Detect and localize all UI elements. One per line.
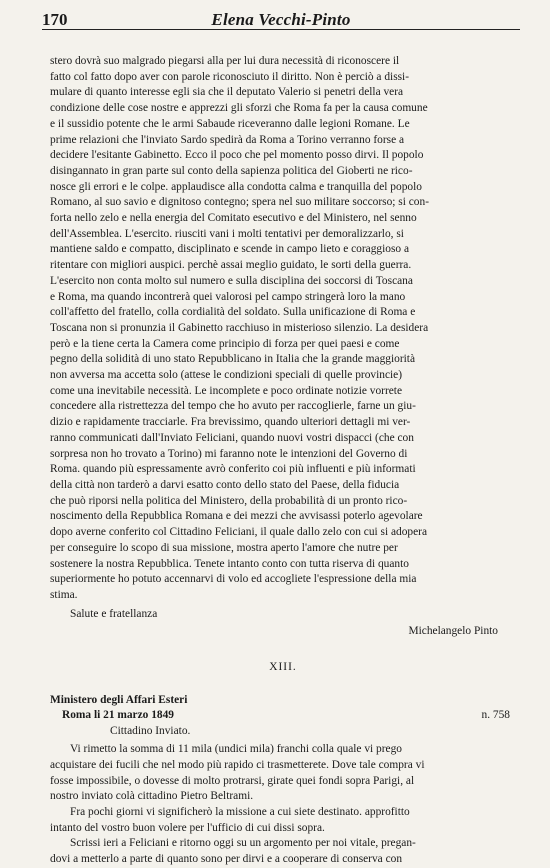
text-line: condizione delle cose nostre e apprezzi gli sforzi che Roma fa per la causa comune — [50, 102, 428, 115]
text-line: nostro inviato colà cittadino Pietro Beltrami. — [50, 790, 254, 803]
text-line: come una inevitabile necessità. Le incomplete e poco ordinate notizie vorrete — [50, 384, 403, 397]
text-line: dovi a metterlo a parte di quanto sono per dirvi e a cooperare di conserva con — [50, 853, 403, 866]
text-line: Romano, al suo savio e dignitoso contegno; spera nel suo militare soccorso; si con- — [50, 196, 429, 209]
text-line: fatto col fatto dopo aver con parole riconosciuto il diritto. Non è perciò a dissi- — [50, 70, 410, 83]
text-line: ranno communicati dall'Inviato Feliciani, quando nuovi vostri dispacci (che con — [50, 431, 414, 444]
text-line: e il sussidio potente che le armi Sabaude riceveranno dalle legioni Romane. Le — [50, 117, 410, 130]
text-line: sostenere la nostra Repubblica. Tenete intanto conto con tutta riserva di quanto — [50, 557, 409, 570]
document-body — [50, 54, 516, 868]
text-line: forta nello zelo e nella energia del Comitato esecutivo e del Ministero, nel senno — [50, 212, 417, 225]
text-line: intanto del vostro buon volere per l'ufficio di cui dissi sopra. — [50, 821, 325, 834]
letter-date: Roma li 21 marzo 1849 — [62, 709, 174, 722]
text-line: per conseguire lo scopo di sua missione, mostra aperto l'amore che nutre per — [50, 541, 398, 554]
text-line: mantiene saldo e compatto, disciplinato e scende in campo lieto e coraggioso a — [50, 243, 410, 256]
text-line: nosce gli errori e le colpe. applaudisce alla condotta calma e tranquilla del popolo — [50, 180, 422, 193]
ministry-heading: Ministero degli Affari Esteri — [50, 693, 188, 706]
text-line: mulare di quanto interesse egli sia che il deputato Valerio si penetri della vera — [50, 86, 404, 99]
text-line: fosse impossibile, o dovesse di molto protrarsi, girate quei fondi sopra Parigi, al — [50, 774, 415, 787]
running-title: Elena Vecchi-Pinto — [211, 10, 351, 29]
text-line: L'esercito non conta molto sul numero e sulla disciplina dei soccorsi di Toscana — [50, 274, 413, 287]
salutation: Cittadino Inviato. — [110, 725, 191, 738]
date-line — [50, 708, 516, 724]
section-number: XIII. — [269, 661, 297, 674]
text-line: sorpresa non ho trovato a Torino) mi faranno note le intenzioni del Governo di — [50, 447, 408, 460]
paragraph-letter — [50, 742, 516, 868]
text-line: pegno della solidità di uno stato Repubblicano in Italia che la grande maggiorità — [50, 353, 416, 366]
text-line: coll'affetto del fratello, colla cordialità del soldato. Sulla unificazione di Roma e — [50, 306, 416, 319]
text-line: Toscana non si pronunzia il Gabinetto racchiuso in misterioso silenzio. La desidera — [50, 321, 429, 334]
text-line: e Roma, ma quando incontrerà quei valorosi pel campo stringerà loro la mano — [50, 290, 406, 303]
paragraph-dispatch — [50, 54, 516, 604]
text-line: disingannato in gran parte sul conto della sapienza politica del Gioberti ne rico- — [50, 164, 413, 177]
text-line: Vi rimetto la somma di 11 mila (undici mila) franchi colla quale vi prego — [70, 743, 402, 756]
running-header — [42, 10, 520, 36]
text-line: noscimento della Repubblica Romana e dei mezzi che avvisassi poterlo agevolare — [50, 510, 423, 523]
text-line: Roma. quando più espressamente avrò conferito coi più influenti e più informati — [50, 463, 416, 476]
closing-line: Salute e fratellanza — [70, 607, 158, 620]
text-line: che può riporsi nella politica del Ministero, della probabilità di un pronto rico- — [50, 494, 408, 507]
document-number: n. 758 — [481, 709, 510, 722]
text-line: dizio e rapidamente tracciarle. Fra brevissimo, quando ulteriori dettagli mi ver- — [50, 416, 411, 429]
text-line: dopo averne conferito col Cittadino Feliciani, il quale dallo zelo con cui si adopera — [50, 526, 428, 539]
page-number: 170 — [42, 10, 68, 29]
text-line: non avversa ma accetta solo (attese le condizioni speciali di quelle provincie) — [50, 369, 403, 382]
text-line: acquistare dei fucili che nel modo più rapido ci trasmetterete. Dove tale compra vi — [50, 758, 425, 771]
text-line: della città non tarderò a darvi esatto conto dello stato del Paese, della fiducia — [50, 478, 400, 491]
text-line: superiormente ho potuto accennarvi di volo ed accogliete l'espressione della mia — [50, 573, 417, 586]
text-line: stero dovrà suo malgrado piegarsi alla per lui dura necessità di riconoscere il — [50, 55, 400, 67]
header-rule — [42, 29, 520, 30]
text-line: dell'Assemblea. L'esercito. riusciti vani i molti tentativi per demoralizzarlo, si — [50, 227, 404, 240]
text-line: però e la tiene certa la Camera come principio di forza per quei paesi e come — [50, 337, 400, 350]
text-line: prime relazioni che l'inviato Sardo spedirà da Roma a Torino verranno forse a — [50, 133, 405, 146]
text-line: concedere alla ristrettezza del tempo che ho avuto per raccoglierle, farne un giu- — [50, 400, 416, 413]
text-line: stima. — [50, 588, 78, 601]
text-line: Scrissi ieri a Feliciani e ritorno oggi su un argomento per noi vitale, pregan- — [70, 837, 416, 850]
text-line: decidere l'esitante Gabinetto. Ecco il poco che pel momento posso dirvi. Il popolo — [50, 149, 424, 162]
signature: Michelangelo Pinto — [408, 625, 498, 638]
text-line: ritentare con migliori auspici. perchè assai meglio guidato, le sorti della guerra. — [50, 259, 412, 272]
text-line: Fra pochi giorni vi significherò la missione a cui siete destinato. approfitto — [70, 805, 410, 818]
